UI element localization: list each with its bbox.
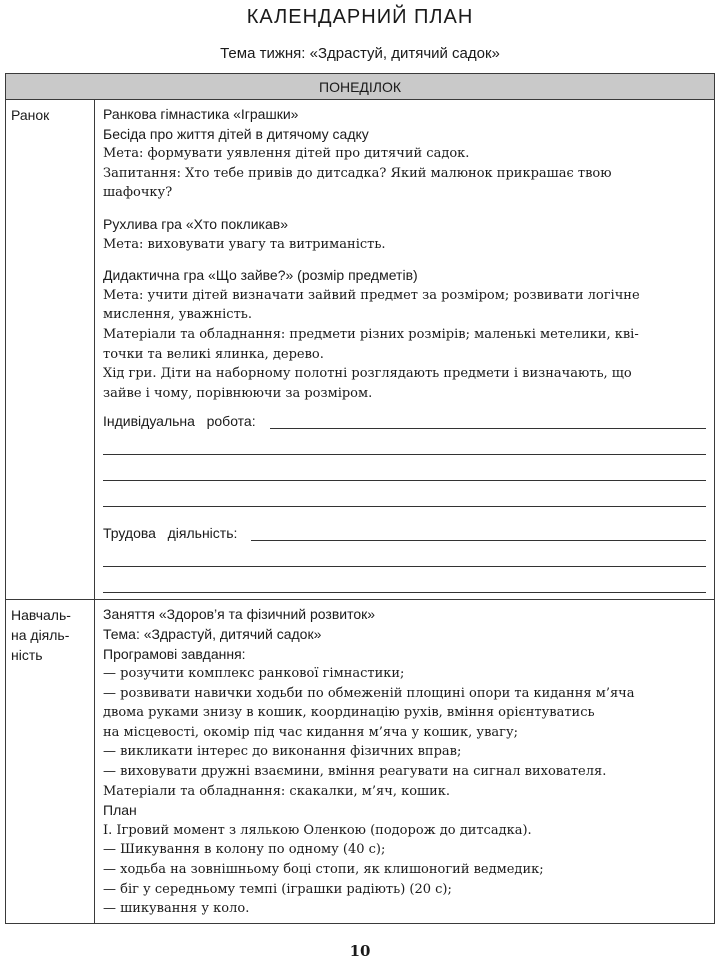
day-header-row	[6, 74, 715, 100]
learning-line: двома руками знизу в кошик, координацію рухів, вміння орієнтуватись	[103, 705, 595, 721]
morning-line: зайве і чому, порівнюючи за розміром.	[103, 385, 373, 401]
learning-line: Матеріали та обладнання: скакалки, м’яч, кошик.	[103, 783, 451, 799]
blank-line[interactable]	[103, 541, 706, 567]
learning-line: — ходьба на зовнішньому боці стопи, як клишоногий ведмедик;	[103, 862, 544, 878]
morning-line: Рухлива гра «Хто покликав»	[103, 215, 288, 232]
blank-line[interactable]	[103, 429, 706, 455]
learning-row	[6, 600, 715, 924]
morning-content	[95, 100, 715, 600]
learning-line: — біг у середньому темпі (іграшки радіють) (20 с);	[103, 881, 452, 897]
learning-label-line: на діяль-	[11, 627, 70, 644]
learning-line: — виховувати дружні взаємини, вміння реагувати на сигнал вихователя.	[103, 764, 607, 780]
morning-line: мислення, уважність.	[103, 307, 252, 323]
learning-line: І. Ігровий момент з лялькою Оленкою (подорож до дитсадка).	[103, 822, 532, 838]
labor-activity-row	[103, 521, 706, 541]
morning-line: Ранкова гімнастика «Іграшки»	[103, 106, 299, 122]
morning-line: Дидактична гра «Що зайве?» (розмір предметів)	[103, 267, 418, 284]
learning-line: Тема: «Здрастуй, дитячий садок»	[103, 625, 322, 642]
learning-label-line: Навчаль-	[11, 607, 71, 624]
morning-line: точки та великі ялинка, дерево.	[103, 346, 324, 362]
learning-line: — викликати інтерес до виконання фізичних вправ;	[103, 744, 462, 760]
learning-label	[6, 600, 95, 924]
morning-label: Ранок	[6, 100, 95, 600]
individual-work-blank[interactable]	[270, 414, 706, 429]
morning-line: Мета: формувати уявлення дітей про дитячий садок.	[103, 146, 470, 162]
week-theme: Тема тижня: «Здрастуй, дитячий садок»	[220, 45, 500, 62]
learning-line: — розучити комплекс ранкової гімнастики;	[103, 666, 405, 682]
individual-work-label: Індивідуальна робота:	[103, 413, 256, 430]
morning-line: Запитання: Хто тебе привів до дитсадка? Який малюнок прикрашає твою	[103, 165, 612, 181]
morning-line: Мета: учити дітей визначати зайвий предмет за розміром; розвивати логічне	[103, 287, 640, 303]
labor-activity-blank[interactable]	[251, 526, 706, 541]
calendar-plan-table	[5, 73, 715, 924]
learning-line: — шикування у коло.	[103, 901, 250, 917]
learning-line: — Шикування в колону по одному (40 с);	[103, 842, 386, 858]
learning-line: на місцевості, окомір під час кидання м’яча у кошик, увагу;	[103, 724, 518, 740]
day-header: ПОНЕДІЛОК	[6, 74, 715, 100]
morning-row	[6, 100, 715, 600]
page-number: 10	[349, 942, 371, 960]
morning-line: Хід гри. Діти на наборному полотні розглядають предмети і визначають, що	[103, 366, 632, 382]
learning-line: План	[103, 802, 137, 819]
morning-line: Матеріали та обладнання: предмети різних розмірів; маленькі метелики, кві-	[103, 326, 639, 342]
individual-work-row	[103, 409, 706, 429]
learning-line: — розвивати навички ходьби по обмеженій площині опори та кидання м’яча	[103, 685, 635, 701]
morning-line: Мета: виховувати увагу та витриманість.	[103, 236, 386, 252]
morning-line: Бесіда про життя дітей в дитячому садку	[103, 125, 369, 142]
blank-line[interactable]	[103, 481, 706, 507]
learning-content	[95, 600, 715, 924]
learning-line: Програмові завдання:	[103, 645, 246, 662]
learning-label-line: ність	[11, 647, 43, 664]
page-title: КАЛЕНДАРНИЙ ПЛАН	[246, 6, 474, 28]
blank-line[interactable]	[103, 567, 706, 593]
morning-line: шафочку?	[103, 185, 173, 201]
learning-line: Заняття «Здоров’я та фізичний розвиток»	[103, 606, 376, 623]
labor-activity-label: Трудова діяльність:	[103, 525, 238, 542]
blank-line[interactable]	[103, 455, 706, 481]
